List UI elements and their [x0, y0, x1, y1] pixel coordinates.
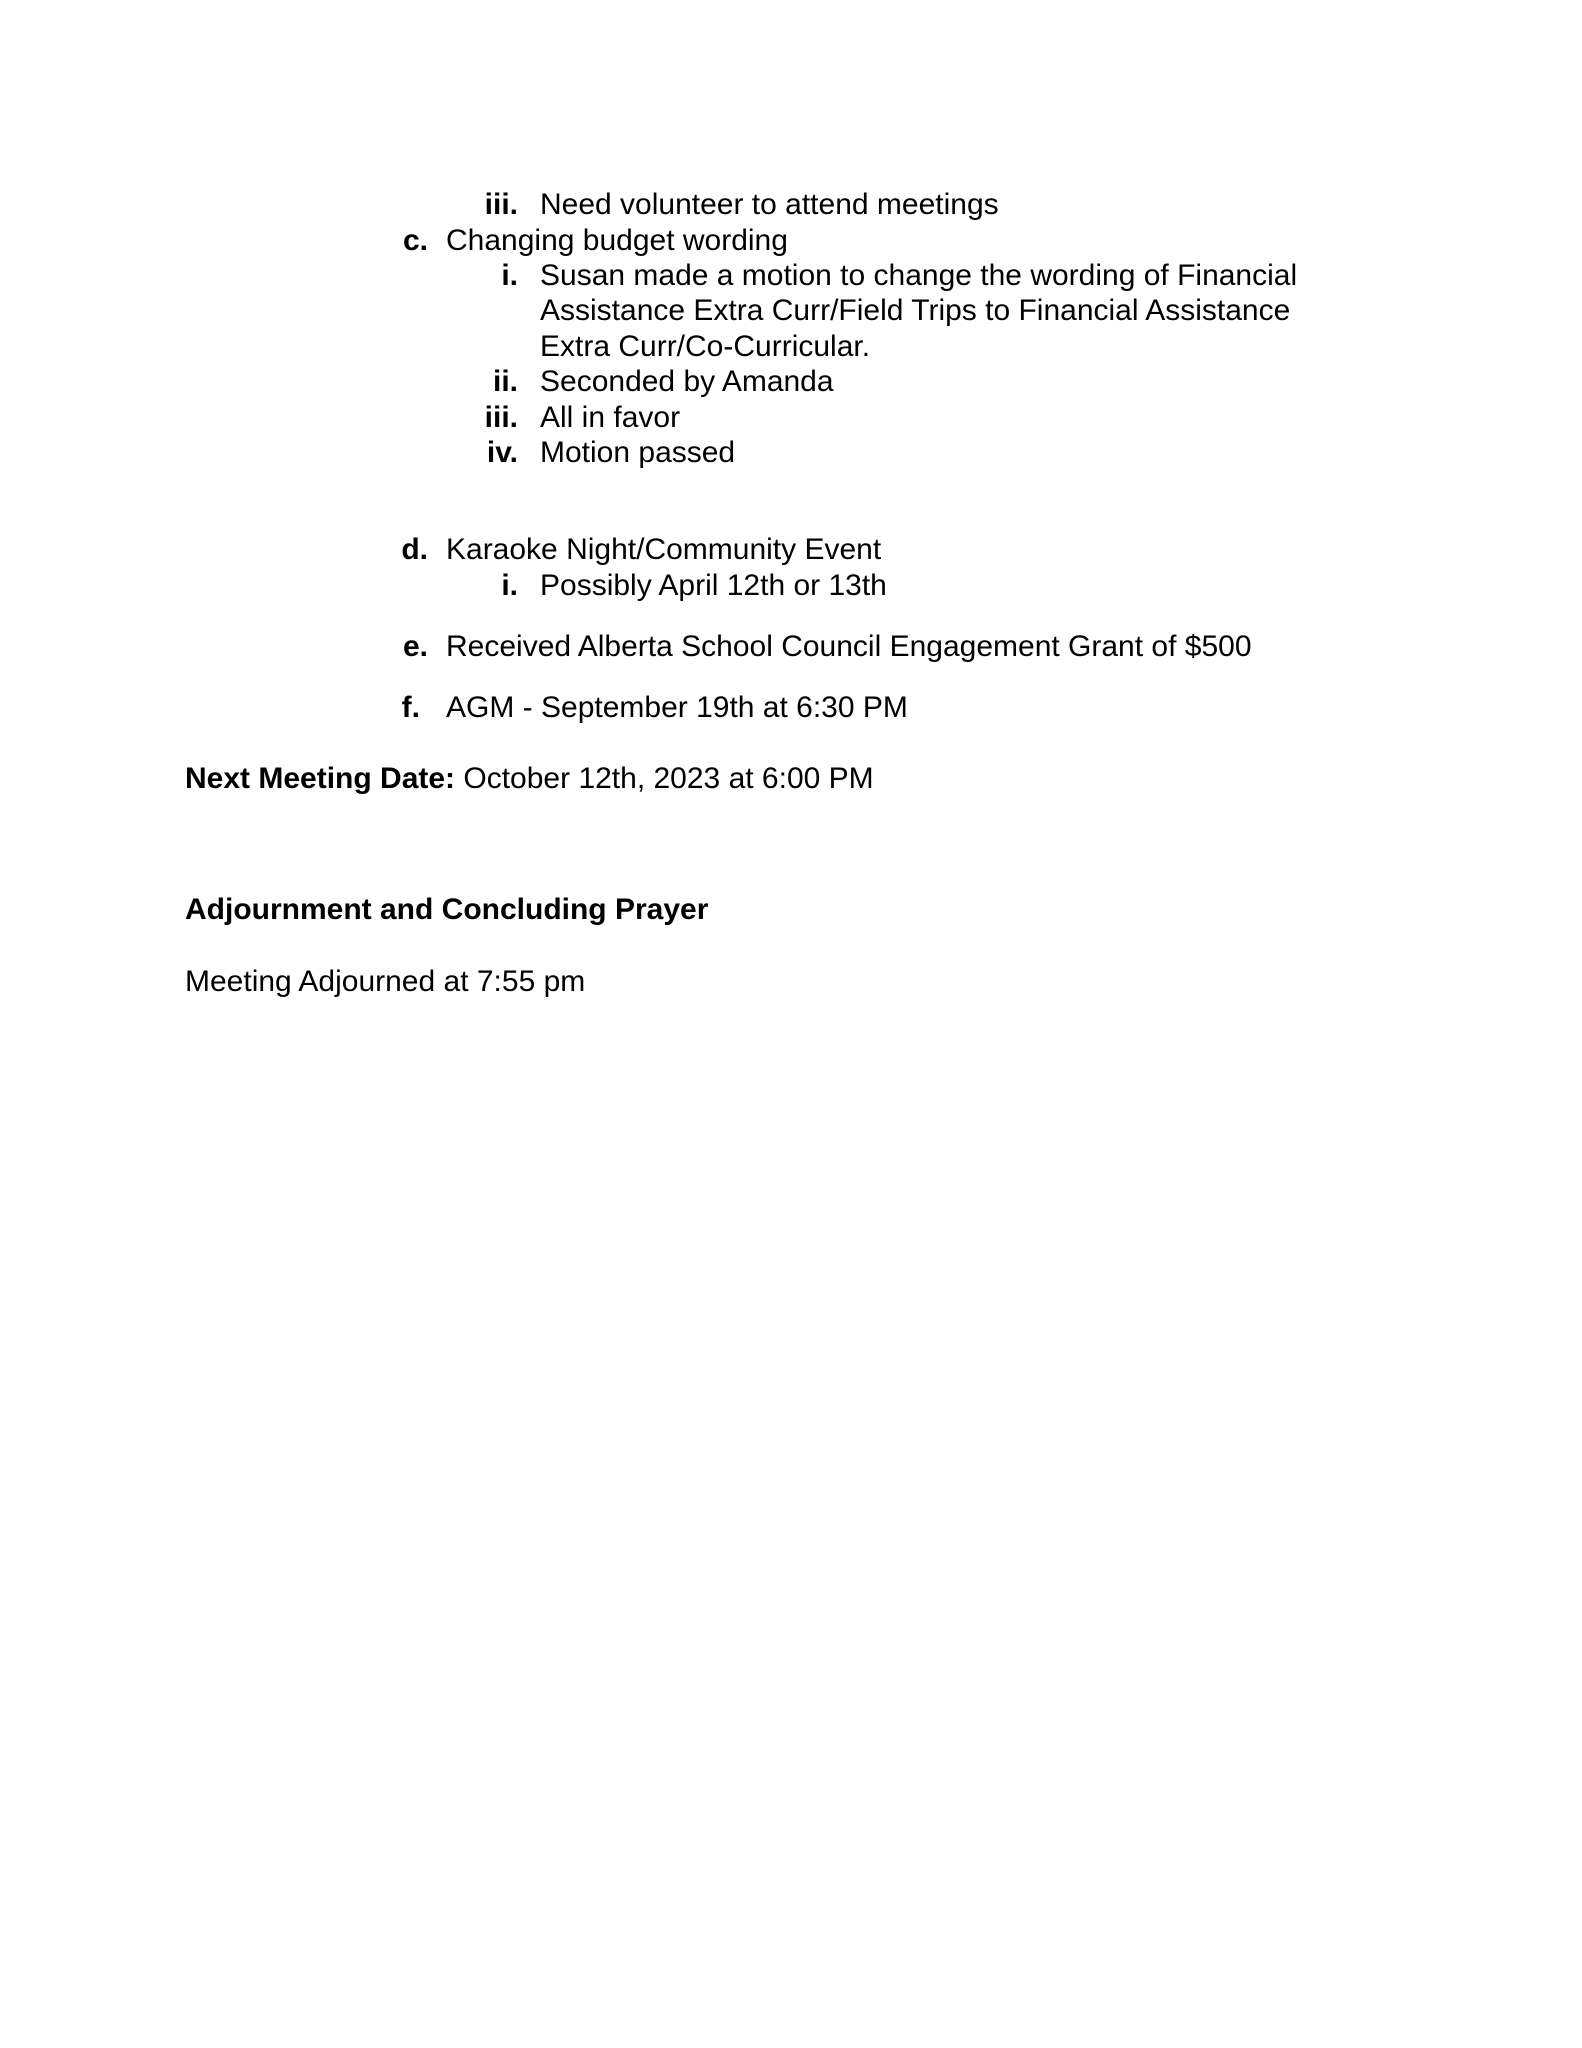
- list-item-text: All in favor: [540, 401, 681, 434]
- list-marker: i.: [501, 259, 518, 292]
- list-item-text: Motion passed: [540, 436, 736, 469]
- list-marker: i.: [501, 569, 518, 602]
- next-meeting-value: October 12th, 2023 at 6:00 PM: [463, 762, 874, 795]
- list-item-text: Susan made a motion to change the wording of Financial: [540, 259, 1298, 292]
- next-meeting-line: [185, 761, 874, 797]
- list-item-text: Assistance Extra Curr/Field Trips to Financial Assistance: [540, 294, 1291, 327]
- adjournment-heading: Adjournment and Concluding Prayer: [185, 893, 709, 926]
- list-item-text: Changing budget wording: [446, 224, 788, 257]
- list-marker: iii.: [484, 188, 518, 221]
- list-item-text: Received Alberta School Council Engagement Grant of $500: [446, 630, 1252, 663]
- list-marker: ii.: [492, 365, 518, 398]
- list-item-text: Possibly April 12th or 13th: [540, 569, 887, 602]
- adjournment-text: Meeting Adjourned at 7:55 pm: [185, 965, 586, 998]
- list-marker: iii.: [484, 401, 518, 434]
- list-item-text: AGM - September 19th at 6:30 PM: [446, 691, 908, 724]
- list-marker: e.: [402, 630, 428, 663]
- list-item-text: Extra Curr/Co-Curricular.: [540, 330, 871, 363]
- list-marker: d.: [401, 533, 428, 566]
- list-marker: f.: [401, 691, 420, 724]
- list-item-text: Karaoke Night/Community Event: [446, 533, 882, 566]
- list-marker: c.: [402, 224, 428, 257]
- list-item-text: Seconded by Amanda: [540, 365, 834, 398]
- next-meeting-label: Next Meeting Date:: [185, 762, 456, 795]
- list-marker: iv.: [486, 436, 518, 469]
- list-item-text: Need volunteer to attend meetings: [540, 188, 999, 221]
